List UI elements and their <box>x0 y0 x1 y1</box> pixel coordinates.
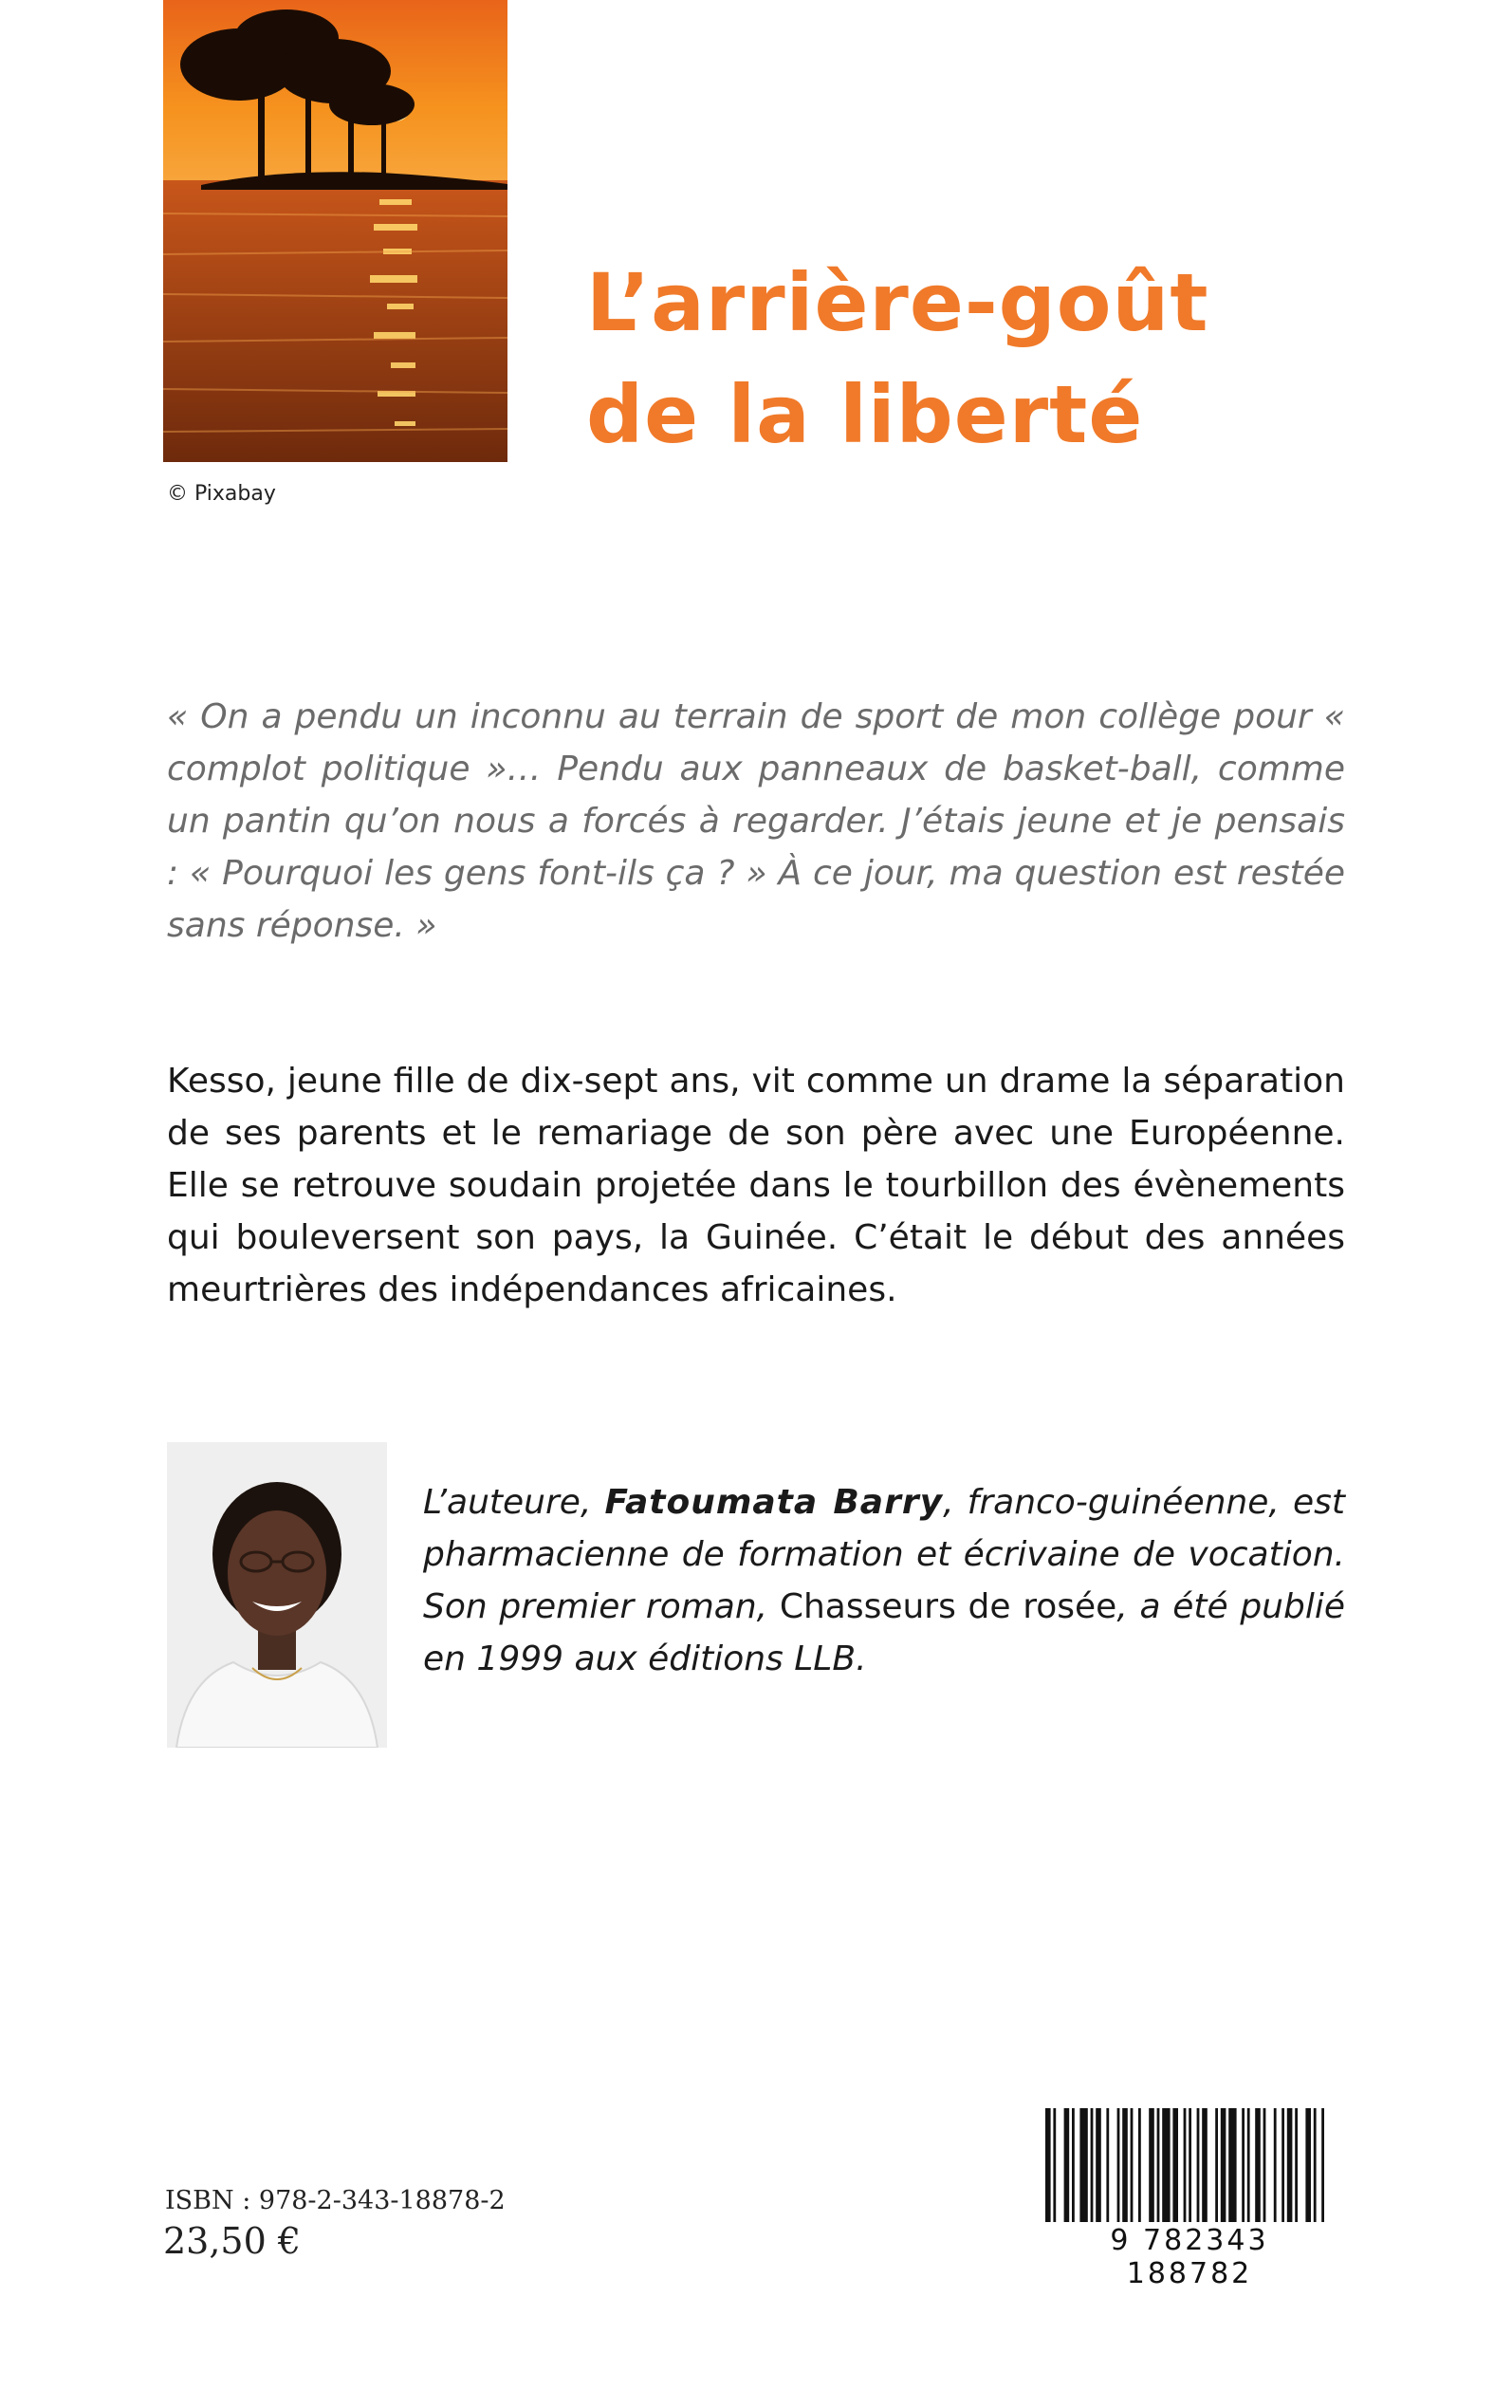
author-photo <box>167 1442 387 1748</box>
book-title-line-1: L’arrière-goût <box>586 256 1209 349</box>
cover-photo <box>163 0 507 462</box>
book-title-line-2: de la liberté <box>586 368 1144 461</box>
book-title <box>586 247 1468 471</box>
author-bio <box>423 1476 1345 1685</box>
author-name: Fatoumata Barry <box>604 1483 944 1522</box>
synopsis-paragraph: Kesso, jeune fille de dix-sept ans, vit comme un drame la séparation de ses parents et le remariage de son père avec une Européenne. Elle se retrouve soudain projetée dans le tourbillon des évènements qui bouleversent son pays, la Guinée. C’était le début des années meurtrières des indépendances africaines. <box>167 1062 1345 1309</box>
author-bio-intro: L’auteure, <box>423 1483 605 1522</box>
barcode-bars <box>1042 2108 1337 2222</box>
barcode <box>1042 2108 1337 2290</box>
isbn: ISBN : 978-2-343-18878-2 <box>165 2186 506 2215</box>
price: 23,50 € <box>163 2220 302 2262</box>
barcode-number: 9 782343 188782 <box>1110 2224 1269 2290</box>
epigraph-quote: « On a pendu un inconnu au terrain de sport de mon collège pour « complot politique »… Pendu aux panneaux de basket-ball, comme un pantin qu’on nous a forcés à regarder. J’étais jeune et je pensais : « Pourquoi les gens font-ils ça ? » À ce jour, ma question est restée sans réponse. » <box>167 697 1345 945</box>
photo-credit: © Pixabay <box>167 482 276 506</box>
previous-novel-title: Chasseurs de rosée <box>779 1587 1117 1626</box>
author-bio-part-3: , a été publié en 1999 aux éditions LLB. <box>423 1587 1346 1678</box>
author-bio-part-2: , franco-guinéenne, est pharmacienne de formation et écrivaine de vocation. Son premier roman, <box>423 1483 1345 1626</box>
